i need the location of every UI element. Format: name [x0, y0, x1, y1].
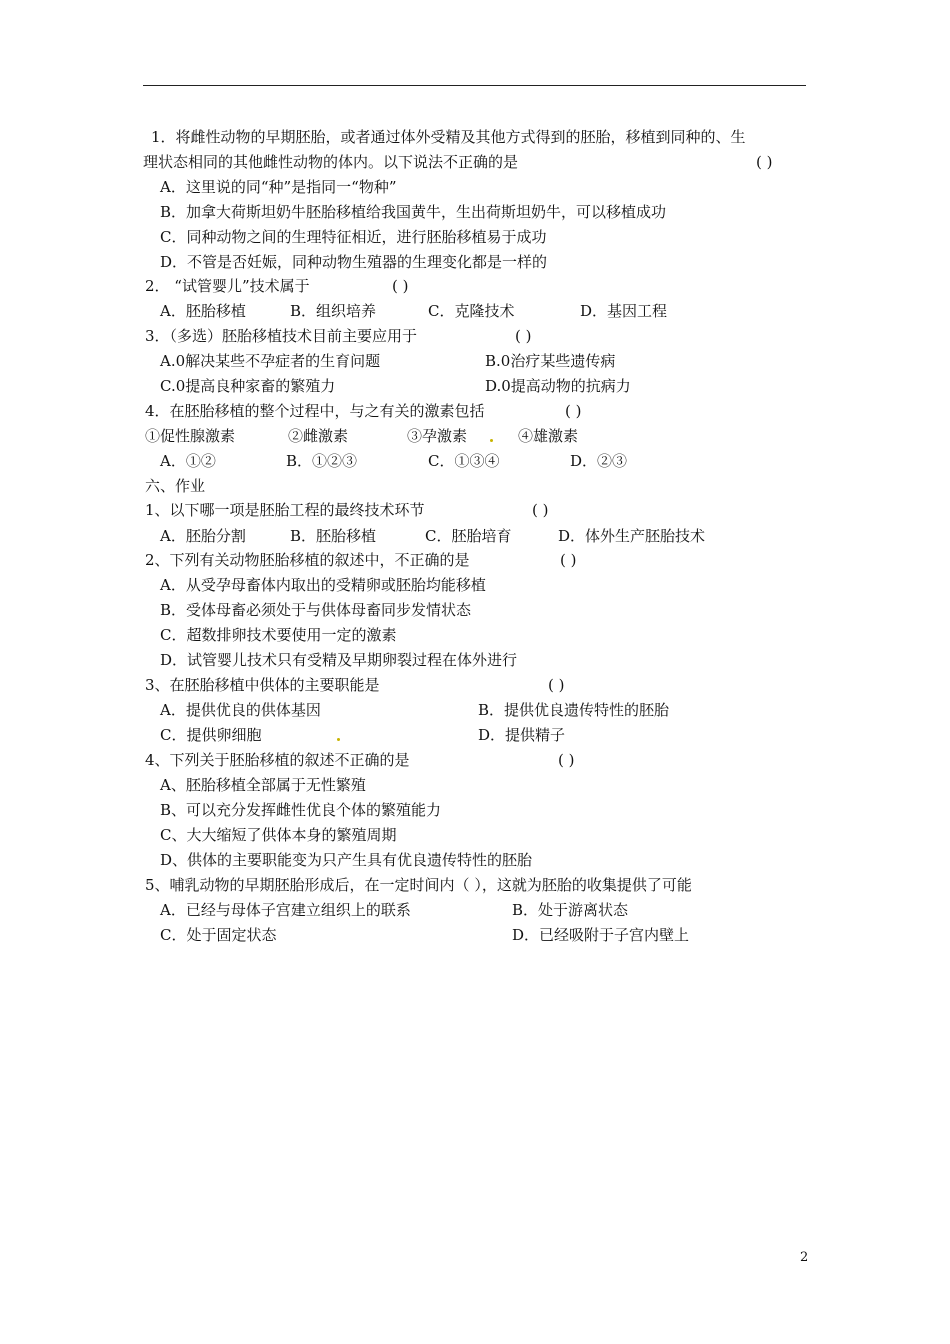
q4-option-c: C．①③④: [428, 452, 500, 470]
hw3-option-d: D．提供精子: [478, 726, 566, 744]
hw4-option-b: B、可以充分发挥雌性优良个体的繁殖能力: [160, 801, 442, 819]
q3-option-a: A.0解决某些不孕症者的生育问题: [160, 352, 381, 370]
hw4-option-c: C、大大缩短了供体本身的繁殖周期: [160, 826, 397, 844]
hw2-option-a: A．从受孕母畜体内取出的受精卵或胚胎均能移植: [160, 576, 486, 594]
q2-option-a: A．胚胎移植: [160, 302, 246, 320]
hw1-option-d: D．体外生产胚胎技术: [558, 527, 706, 545]
hw4-answer-paren: ( ): [558, 751, 575, 769]
hw5-option-d: D．已经吸附于子宫内壁上: [512, 926, 690, 944]
q3-option-b: B.0治疗某些遗传病: [485, 352, 616, 370]
q1-option-d: D．不管是否妊娠，同种动物生殖器的生理变化都是一样的: [160, 253, 548, 271]
q4-item-1: ①促性腺激素: [145, 427, 236, 445]
section-title: 六、作业: [145, 477, 206, 495]
hw4-option-a: A、胚胎移植全部属于无性繁殖: [160, 776, 366, 794]
q2-stem: 2． “试管婴儿”技术属于: [145, 277, 310, 295]
hw3-option-b: B．提供优良遗传特性的胚胎: [478, 701, 670, 719]
hw1-stem: 1、以下哪一项是胚胎工程的最终技术环节: [145, 501, 425, 519]
header-rule: [143, 85, 806, 86]
q2-option-d: D．基因工程: [580, 302, 668, 320]
hw3-answer-paren: ( ): [548, 676, 565, 694]
hw5-option-a: A．已经与母体子宫建立组织上的联系: [160, 901, 411, 919]
hw4-stem: 4、下列关于胚胎移植的叙述不正确的是: [145, 751, 410, 769]
q3-stem: 3．（多选）胚胎移植技术目前主要应用于: [145, 327, 418, 345]
hw2-option-d: D．试管婴儿技术只有受精及早期卵裂过程在体外进行: [160, 651, 518, 669]
q4-option-a: A．①②: [160, 452, 216, 470]
page-number: 2: [800, 1250, 809, 1265]
stray-dot-mark: [490, 439, 493, 442]
q4-stem: 4．在胚胎移植的整个过程中，与之有关的激素包括: [145, 402, 485, 420]
q1-option-b: B．加拿大荷斯坦奶牛胚胎移植给我国黄牛，生出荷斯坦奶牛，可以移植成功: [160, 203, 667, 221]
q1-stem-line2: 理状态相同的其他雌性动物的体内。以下说法不正确的是: [143, 153, 519, 171]
q2-option-c: C．克隆技术: [428, 302, 515, 320]
q2-option-b: B．组织培养: [290, 302, 377, 320]
q3-option-c: C.0提高良种家畜的繁殖力: [160, 377, 336, 395]
q1-answer-paren: ( ): [756, 153, 773, 171]
hw1-option-c: C．胚胎培育: [425, 527, 512, 545]
hw2-option-b: B．受体母畜必须处于与供体母畜同步发情状态: [160, 601, 472, 619]
hw5-stem: 5、哺乳动物的早期胚胎形成后，在一定时间内（ ），这就为胚胎的收集提供了可能: [145, 876, 692, 894]
q4-item-4: ④雄激素: [518, 427, 579, 445]
q4-option-b: B．①②③: [286, 452, 358, 470]
hw3-stem: 3、在胚胎移植中供体的主要职能是: [145, 676, 380, 694]
q3-option-d: D.0提高动物的抗病力: [485, 377, 631, 395]
hw2-option-c: C．超数排卵技术要使用一定的激素: [160, 626, 397, 644]
hw2-stem: 2、下列有关动物胚胎移植的叙述中，不正确的是: [145, 551, 470, 569]
q4-option-d: D．②③: [570, 452, 628, 470]
hw3-option-c: C．提供卵细胞: [160, 726, 262, 744]
hw5-option-b: B．处于游离状态: [512, 901, 629, 919]
q1-option-c: C．同种动物之间的生理特征相近，进行胚胎移植易于成功: [160, 228, 547, 246]
hw1-answer-paren: ( ): [532, 501, 549, 519]
hw1-option-a: A．胚胎分割: [160, 527, 246, 545]
stray-dot-mark: [337, 738, 340, 741]
q1-option-a: A．这里说的同“种”是指同一“物种”: [160, 178, 397, 196]
q3-answer-paren: ( ): [515, 327, 532, 345]
q4-answer-paren: ( ): [565, 402, 582, 420]
q4-item-2: ②雌激素: [288, 427, 349, 445]
q4-item-3: ③孕激素: [407, 427, 468, 445]
hw5-option-c: C．处于固定状态: [160, 926, 277, 944]
hw1-option-b: B．胚胎移植: [290, 527, 377, 545]
q1-stem-line1: 1．将雌性动物的早期胚胎，或者通过体外受精及其他方式得到的胚胎，移植到同种的、生: [151, 128, 746, 146]
hw4-option-d: D、供体的主要职能变为只产生具有优良遗传特性的胚胎: [160, 851, 533, 869]
hw2-answer-paren: ( ): [560, 551, 577, 569]
q2-answer-paren: ( ): [392, 277, 409, 295]
hw3-option-a: A．提供优良的供体基因: [160, 701, 321, 719]
